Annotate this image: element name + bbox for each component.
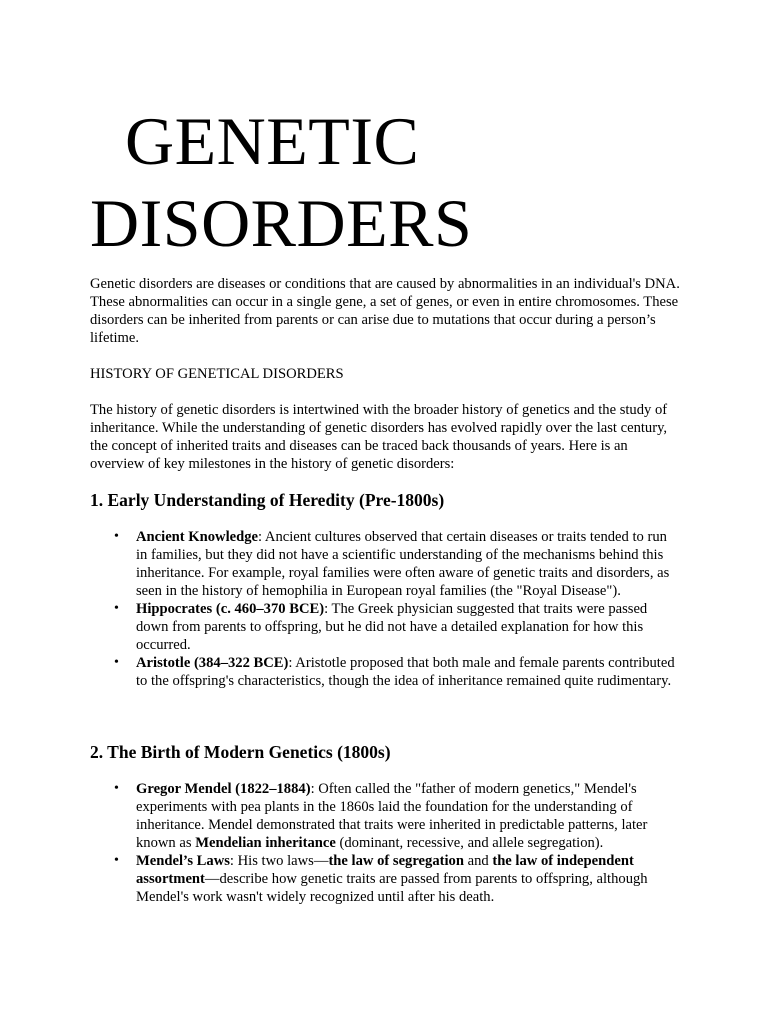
title-line-2: DISORDERS [90, 185, 473, 261]
item-text: : Often called the "father of modern genetics," Mendel's experiments with pea plants in the 1860s laid the foundation for the understanding of inheritance. Mendel demonstrated that traits were inherited in predictable patterns, later known as [136, 781, 648, 851]
item-term: Aristotle (384–322 BCE) [136, 655, 289, 671]
list-item [90, 654, 680, 690]
section-2-list [90, 780, 680, 906]
intro-paragraph: Genetic disorders are diseases or conditions that are caused by abnormalities in an individual's DNA. These abnormalities can occur in a single gene, a set of genes, or even in entire chromosomes. These disorders can be inherited from parents or can arise due to mutations that occur during a person’s lifetime. [90, 276, 680, 346]
item-text-2: and [463, 853, 493, 869]
item-term: Mendel’s Laws [136, 853, 230, 869]
bullet-icon: • [114, 853, 119, 868]
item-text-2: (dominant, recessive, and allele segregation). [335, 835, 604, 851]
history-heading: HISTORY OF GENETICAL DISORDERS [90, 366, 344, 382]
list-item [90, 852, 680, 906]
bullet-icon: • [114, 601, 119, 616]
document-title [90, 100, 472, 264]
list-item [90, 780, 680, 852]
item-text: : Aristotle proposed that both male and female parents contributed to the offspring's characteristics, though the idea of inheritance remained quite rudimentary. [136, 655, 675, 689]
list-item [90, 528, 680, 600]
section-2-heading: 2. The Birth of Modern Genetics (1800s) [90, 742, 391, 762]
item-term: Hippocrates (c. 460–370 BCE) [136, 601, 325, 617]
title-line-1: GENETIC [90, 103, 420, 179]
item-text-3: —describe how genetic traits are passed from parents to offspring, although Mendel's work wasn't widely recognized until after his death. [136, 871, 648, 905]
item-term-3: the law of independent assortment [136, 853, 634, 887]
section-1-list [90, 528, 680, 690]
item-text: : Ancient cultures observed that certain diseases or traits tended to run in families, but they did not have a scientific understanding of the mechanisms behind this inheritance. For example, royal families were often aware of genetic traits and disorders, as seen in the history of hemophilia in European royal families (the "Royal Disease"). [136, 529, 670, 599]
bullet-icon: • [114, 781, 119, 796]
item-term: Ancient Knowledge [136, 529, 259, 545]
item-text: : The Greek physician suggested that traits were passed down from parents to offspring, but he did not have a detailed explanation for how this occurred. [136, 601, 648, 653]
bullet-icon: • [114, 529, 119, 544]
item-text: : His two laws— [229, 853, 329, 869]
item-term-2: Mendelian inheritance [195, 835, 336, 851]
list-item [90, 600, 680, 654]
section-1-heading: 1. Early Understanding of Heredity (Pre-1800s) [90, 490, 445, 510]
bullet-icon: • [114, 655, 119, 670]
history-paragraph: The history of genetic disorders is intertwined with the broader history of genetics and the study of inheritance. While the understanding of genetic disorders has evolved rapidly over the last century, the concept of inherited traits and diseases can be traced back thousands of years. Here is an overview of key milestones in the history of genetic disorders: [90, 402, 668, 472]
item-term-2: the law of segregation [328, 853, 464, 869]
item-term: Gregor Mendel (1822–1884) [136, 781, 311, 797]
